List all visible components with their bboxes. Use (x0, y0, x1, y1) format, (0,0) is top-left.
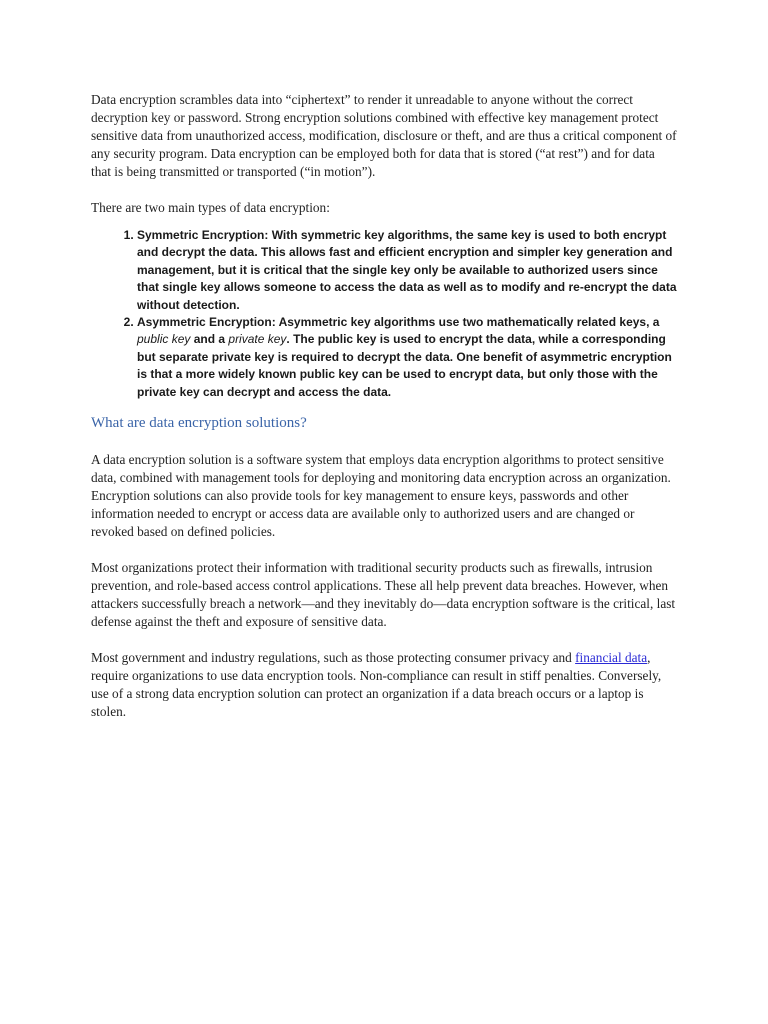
solution-paragraph-1: A data encryption solution is a software system that employs data encryption algorithms to protect sensitive data, combined with management tools for deploying and monitoring data encryption across an organization. Encryption solutions can also provide tools for key management to ensure keys, passwords and other information needed to encrypt or access data are available only to authorized users and are changed or revoked based on defined policies. (91, 452, 671, 540)
symmetric-term: Symmetric Encryption: (137, 228, 269, 242)
intro-paragraph: Data encryption scrambles data into “ciphertext” to render it unreadable to anyone without the correct decryption key or password. Strong encryption solutions combined with effective key management protect sensitive data from unauthorized access, modification, disclosure or theft, and are thus a critical component of any security program. Data encryption can be employed both for data that is stored (“at rest”) and for data that is being transmitted or transported (“in motion”). (91, 92, 677, 179)
solution-paragraph-3 (91, 649, 677, 721)
list-item-asymmetric (137, 314, 677, 401)
regulations-text-after: , require organizations to use data encryption tools. Non-compliance can result in stiff penalties. Conversely, use of a strong data encryption solution can protect an organization if a data breach occurs or a laptop is stolen. (91, 650, 662, 720)
solution-paragraph-2: Most organizations protect their information with traditional security products such as firewalls, intrusion prevention, and role-based access control applications. These all help prevent data breaches. However, when attackers successfully breach a network—and they inevitably do—data encryption software is the critical, last defense against the theft and exposure of sensitive data. (91, 560, 676, 630)
asymmetric-description-c: . The public key is used to encrypt the data, while a corresponding but separate private key is required to decrypt the data. One benefit of asymmetric encryption is that a more widely known public key can be used to encrypt data, but only those with the private key can decrypt and access the data. (137, 332, 672, 399)
asymmetric-description-a: Asymmetric key algorithms use two mathematically related keys, a (275, 315, 660, 330)
list-item-symmetric (137, 227, 677, 314)
section-heading: What are data encryption solutions? (91, 415, 307, 432)
encryption-types-list (91, 227, 677, 401)
asymmetric-term: Asymmetric Encryption: (137, 315, 276, 330)
types-intro-paragraph: There are two main types of data encryption: (91, 200, 330, 215)
symmetric-description: With symmetric key algorithms, the same key is used to both encrypt and decrypt the data. This allows fast and efficient encryption and simpler key generation and management, but it is critical that the single key only be available to authorized users since that single key allows someone to access the data as well as to modify and re-encrypt the data without detection. (137, 228, 677, 312)
asymmetric-description-b: and a (190, 332, 229, 347)
public-key-term: public key (137, 332, 191, 347)
financial-data-link[interactable]: financial data (575, 650, 648, 666)
document-page (91, 91, 677, 739)
regulations-text-before: Most government and industry regulations, such as those protecting consumer privacy and (91, 650, 576, 666)
private-key-term: private key (228, 332, 287, 347)
